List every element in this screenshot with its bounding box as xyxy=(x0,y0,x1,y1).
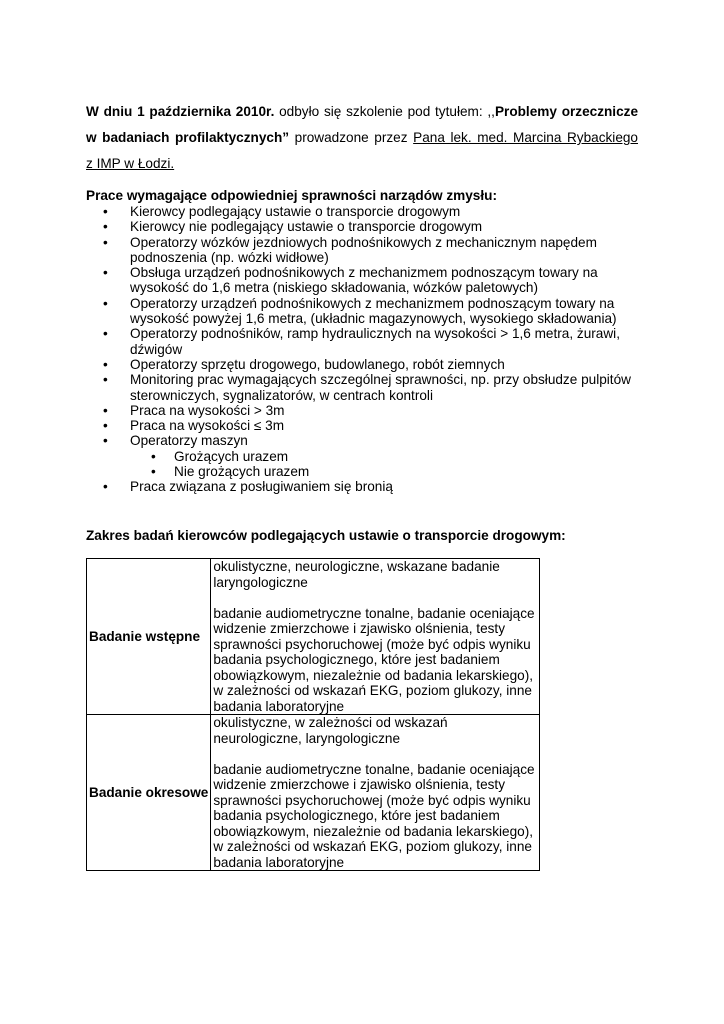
list-item: • Operatorzy podnośników, ramp hydraulicznych na wysokości > 1,6 metra, żurawi, dźwigów xyxy=(86,326,646,357)
intro-text-2: prowadzone przez xyxy=(289,130,414,145)
list-item: • Praca na wysokości > 3m xyxy=(86,403,646,418)
presenter-name: Pana lek. med. Marcina Rybackiego xyxy=(413,130,638,145)
list-item: • Operatorzy sprzętu drogowego, budowlanego, robót ziemnych xyxy=(86,357,646,372)
list-item-machines xyxy=(86,433,646,479)
exam-scope-line: badanie audiometryczne tonalne, badanie oceniające widzenie zmierzchowe i zjawisko olśnienia, testy sprawności psychoruchowej (może być odpis wyniku badania psychologicznego, które jest badaniem obowiązkowym, niezależnie od badania lekarskiego), w zależności od wskazań EKG, poziom glukozy, inne badania laboratoryjne xyxy=(213,605,535,714)
sub-list-item: • Nie grożących urazem xyxy=(130,464,646,479)
exam-type-label: Badanie wstępne xyxy=(87,559,211,715)
intro-date: W dniu 1 października 2010r. xyxy=(86,104,275,119)
exam-scope-line: badanie audiometryczne tonalne, badanie oceniające widzenie zmierzchowe i zjawisko olśnienia, testy sprawności psychoruchowej (może być odpis wyniku badania psychologicznego, które jest badaniem obowiązkowym, niezależnie od badania lekarskiego), w zależności od wskazań EKG, poziom glukozy, inne badania laboratoryjne xyxy=(213,761,535,870)
list-item: • Praca na wysokości ≤ 3m xyxy=(86,418,646,433)
table-row xyxy=(87,715,540,871)
sub-list-item: • Grożących urazem xyxy=(130,449,646,464)
list-item: • Kierowcy podlegający ustawie o transporcie drogowym xyxy=(86,204,646,219)
intro-paragraph xyxy=(86,99,638,177)
exam-table xyxy=(86,558,540,871)
section-heading-senses: Prace wymagające odpowiedniej sprawności narządów zmysłu: xyxy=(86,188,497,203)
exam-scope xyxy=(211,559,540,715)
list-item-label: Operatorzy maszyn xyxy=(130,433,248,449)
exam-type-label: Badanie okresowe xyxy=(87,715,211,871)
list-item: • Operatorzy urządzeń podnośnikowych z mechanizmem podnoszącym towary na wysokość powyżej 1,6 metra, (układnic magazynowych, wysokiego składowania) xyxy=(86,296,646,327)
training-title: Problemy orzecznicze w badaniach profilaktycznych” xyxy=(86,104,639,145)
institution: z IMP w Łodzi. xyxy=(86,156,175,171)
exam-scope-line: okulistyczne, neurologiczne, wskazane badanie laryngologiczne xyxy=(213,559,500,590)
list-item: • Obsługa urządzeń podnośnikowych z mechanizmem podnoszącym towary na wysokość do 1,6 metra (niskiego składowania, wózków paletowych) xyxy=(86,265,646,296)
list-item: • Monitoring prac wymagających szczególnej sprawności, np. przy obsłudze pulpitów sterowniczych, sygnalizatorów, w centrach kontroli xyxy=(86,372,646,403)
list-item: • Praca związana z posługiwaniem się bronią xyxy=(86,479,646,494)
intro-text: odbyło się szkolenie pod tytułem: ,, xyxy=(274,104,495,119)
table-row xyxy=(87,559,540,715)
section-heading-exams: Zakres badań kierowców podlegających ustawie o transporcie drogowym: xyxy=(86,528,566,543)
list-item: • Kierowcy nie podlegający ustawie o transporcie drogowym xyxy=(86,219,646,234)
sub-list xyxy=(130,449,646,480)
job-list xyxy=(86,204,646,495)
exam-scope-line: okulistyczne, w zależności od wskazań neurologiczne, laryngologiczne xyxy=(213,715,448,746)
list-item: • Operatorzy wózków jezdniowych podnośnikowych z mechanicznym napędem podnoszenia (np. wózki widłowe) xyxy=(86,235,646,266)
exam-scope xyxy=(211,715,540,871)
